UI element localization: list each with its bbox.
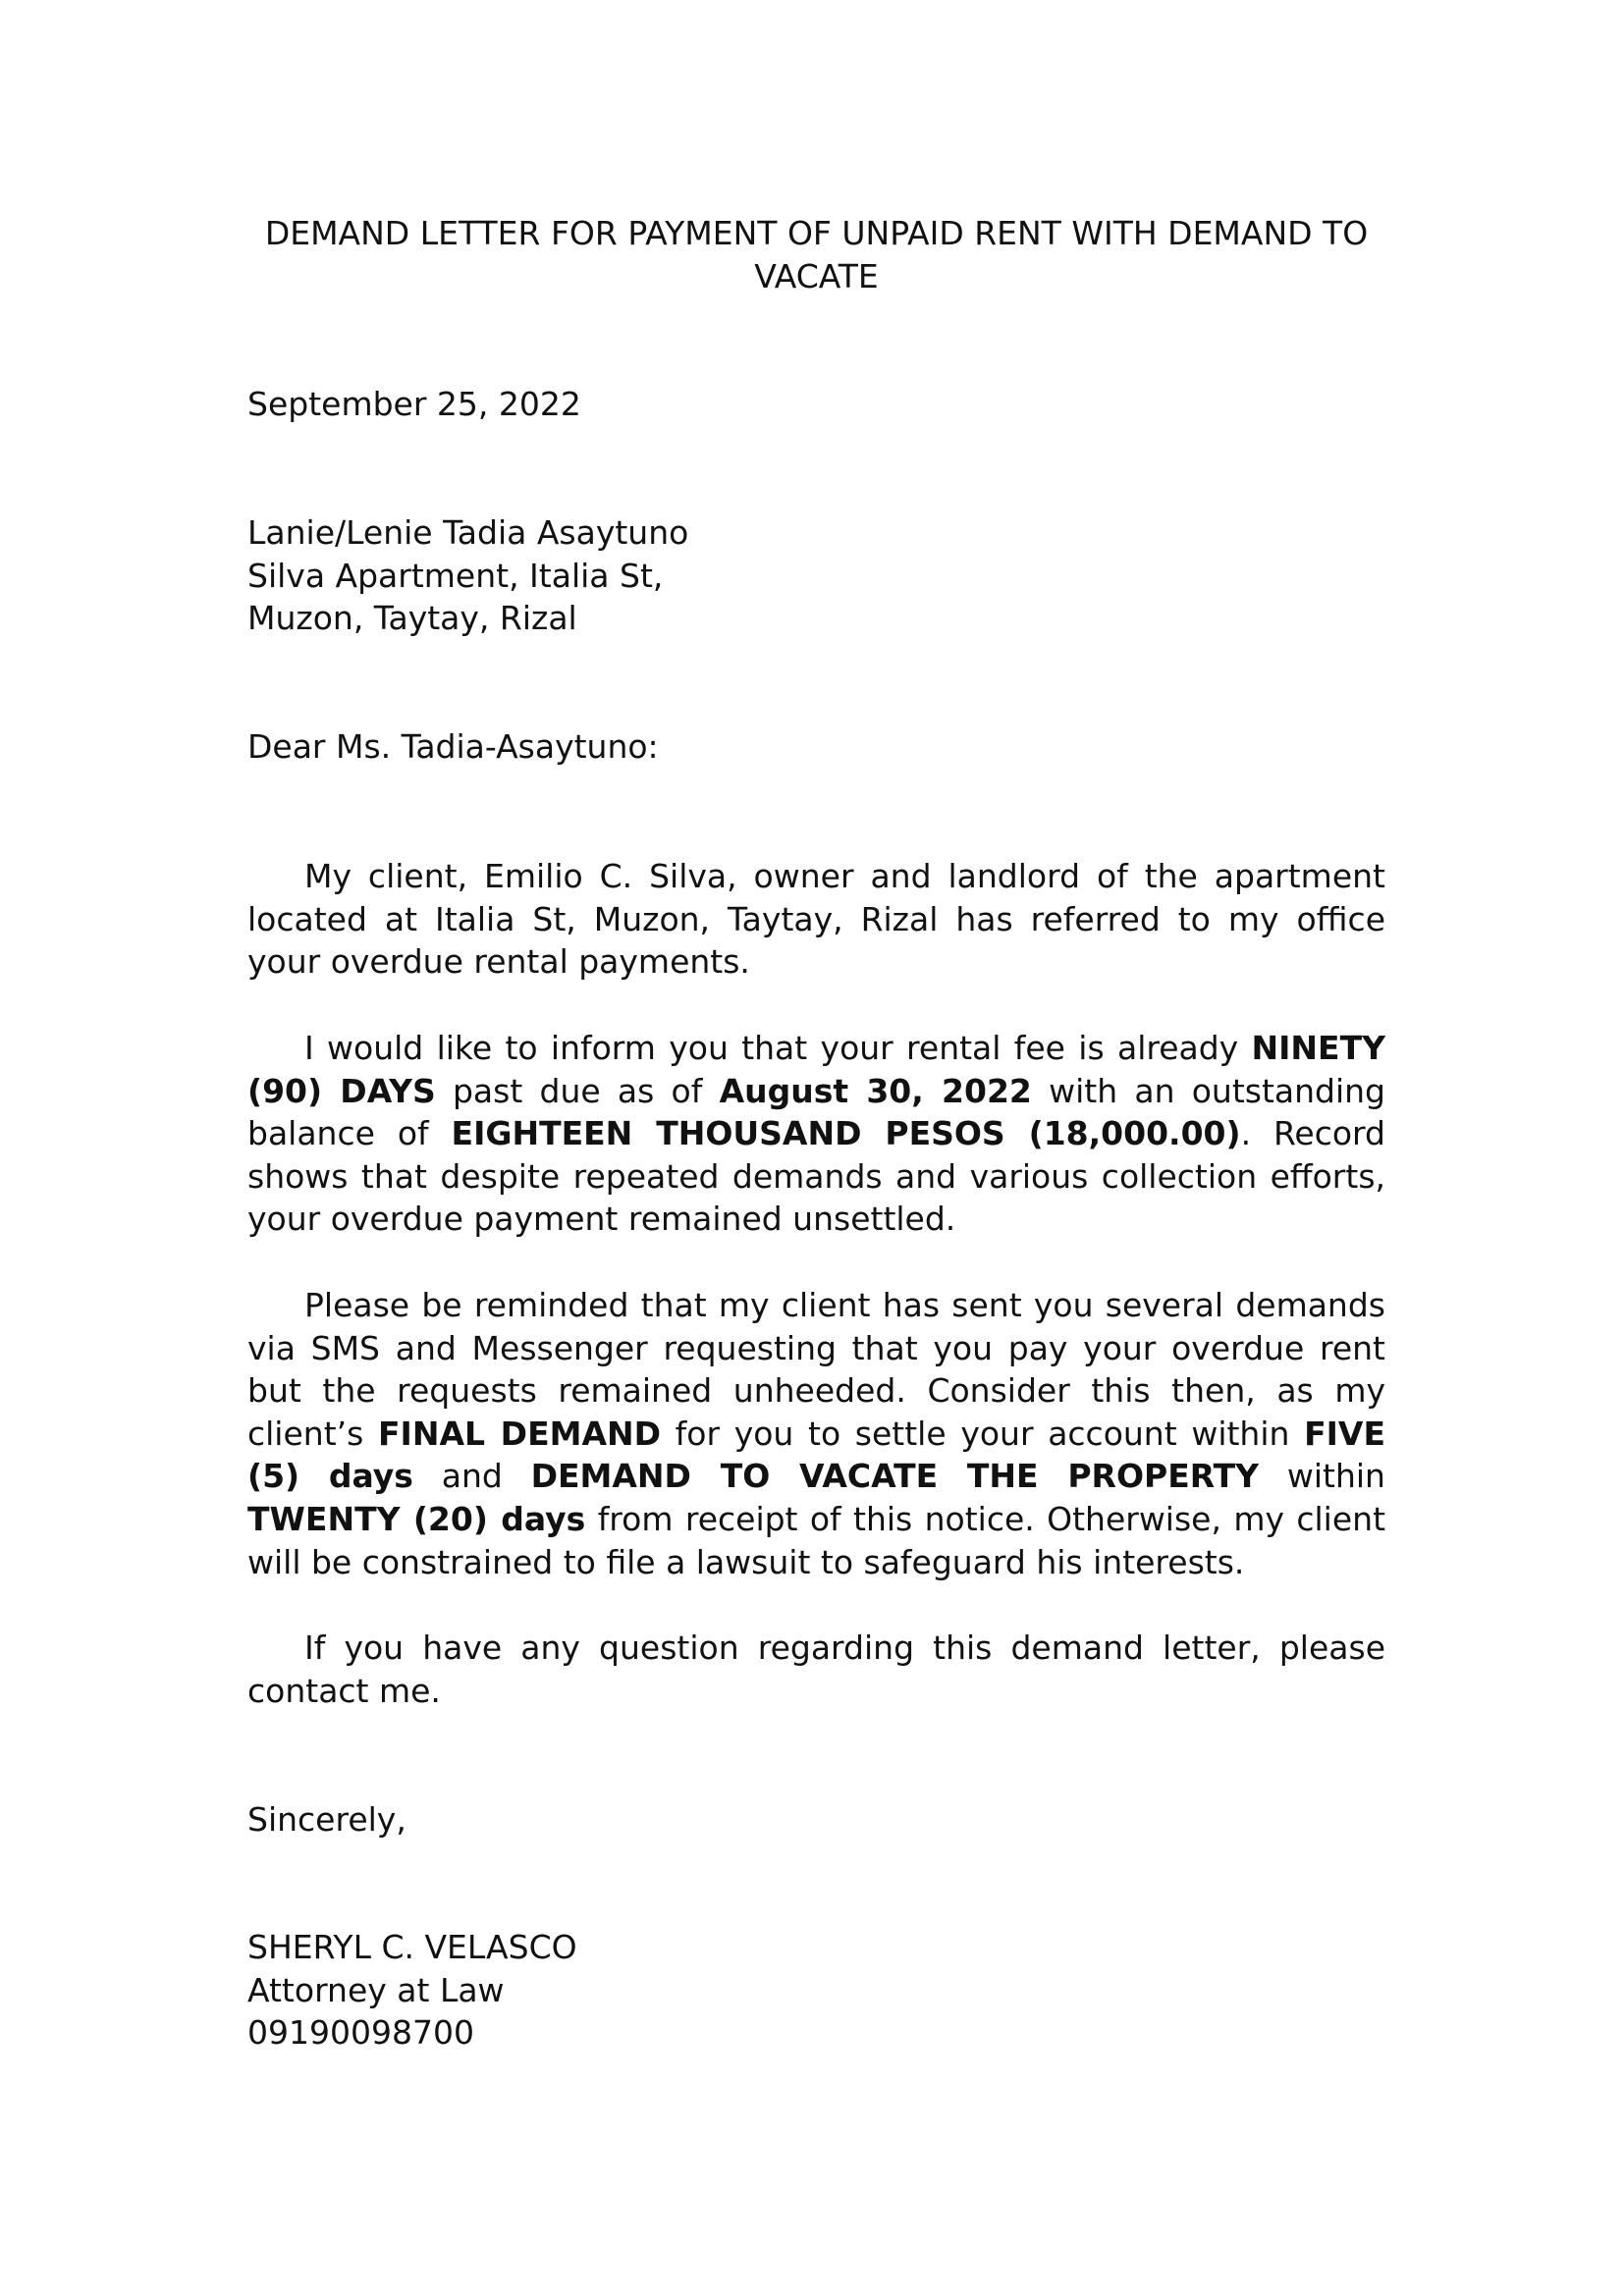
paragraph-4 [247,1627,1385,1712]
signature-block [247,1926,1385,2055]
recipient-address-line1: Silva Apartment, Italia St, [247,556,664,595]
p3-bold-twenty-days: TWENTY (20) days [247,1499,586,1538]
closing: Sincerely, [247,1800,406,1839]
p3-text-3: and [412,1457,531,1496]
p3-text-2: for you to settle your account within [661,1414,1305,1453]
p3-text-1: Please be reminded that my client has sent you several demands via SMS and Messenger requesting that you pay your overdue rent but the requests remained unheeded. Consider this then, as my client’s [247,1286,1385,1453]
paragraph-4-text: If you have any question regarding this demand letter, please contact me. [247,1629,1385,1710]
p3-bold-final-demand: FINAL DEMAND [378,1414,661,1453]
p2-text-4: . Record shows that despite repeated demands and various collection efforts, your overdue payment remained unsettled. [247,1114,1385,1239]
p2-text-2: past due as of [435,1071,720,1110]
paragraph-3 [247,1284,1385,1583]
paragraph-1 [247,855,1385,984]
salutation: Dear Ms. Tadia-Asaytuno: [247,727,659,766]
p2-text-1: I would like to inform you that your rental fee is already [304,1029,1252,1067]
letter-title: DEMAND LETTER FOR PAYMENT OF UNPAID RENT WITH DEMAND TO VACATE [264,214,1369,295]
p2-bold-date: August 30, 2022 [719,1071,1032,1110]
letter-date: September 25, 2022 [247,385,581,423]
p2-text-3: with an outstanding balance of [247,1071,1385,1153]
recipient-address-line2: Muzon, Taytay, Rizal [247,599,577,638]
p2-bold-amount: EIGHTEEN THOUSAND PESOS (18,000.00) [451,1114,1241,1153]
paragraph-2 [247,1027,1385,1241]
p3-bold-five-days: FIVE (5) days [247,1414,1385,1496]
paragraph-1-text: My client, Emilio C. Silva, owner and landlord of the apartment located at Italia St, Muzon, Taytay, Rizal has referred to my office your overdue rental payments. [247,857,1385,982]
p2-bold-days: NINETY (90) DAYS [247,1029,1385,1110]
recipient-address [247,511,1385,640]
p3-text-5: from receipt of this notice. Otherwise, my client will be constrained to file a lawsuit to safeguard his interests. [247,1499,1386,1581]
recipient-name: Lanie/Lenie Tadia Asaytuno [247,513,689,552]
signatory-name: SHERYL C. VELASCO [247,1928,577,1966]
signatory-title: Attorney at Law [247,1970,505,2009]
signatory-phone: 09190098700 [247,2013,474,2053]
p3-bold-demand-to-vacate: DEMAND TO VACATE THE PROPERTY [530,1457,1260,1496]
p3-text-4: within [1259,1457,1385,1496]
